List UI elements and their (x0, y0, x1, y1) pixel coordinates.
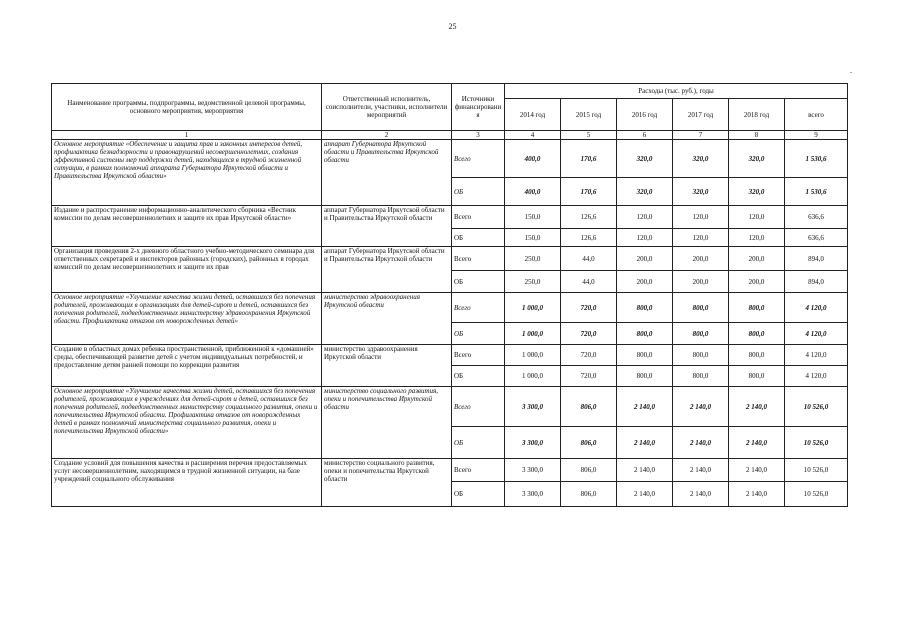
year-value: 800,0 (729, 366, 785, 387)
executor: аппарат Губернатора Иркутской области и Правительства Иркутской области (322, 140, 452, 206)
year-value: 320,0 (729, 140, 785, 178)
year-value: 400,0 (505, 178, 561, 206)
year-value: 200,0 (729, 247, 785, 271)
header-year-2015: 2015 год (561, 99, 617, 131)
year-value: 120,0 (617, 229, 673, 247)
year-value: 44,0 (561, 271, 617, 293)
col-number: 2 (322, 131, 452, 140)
year-value: 170,6 (561, 140, 617, 178)
header-total: всего (785, 99, 848, 131)
year-value: 2 140,0 (729, 459, 785, 482)
year-value: 800,0 (617, 293, 673, 323)
executor: министерство здравоохранения Иркутской области (322, 345, 452, 387)
year-value: 1 000,0 (505, 345, 561, 366)
total-value: 10 526,0 (785, 427, 848, 459)
year-value: 800,0 (729, 345, 785, 366)
year-value: 806,0 (561, 387, 617, 427)
total-value: 636,6 (785, 229, 848, 247)
year-value: 200,0 (673, 247, 729, 271)
table-row (52, 345, 848, 366)
expenses-table (51, 83, 848, 507)
funding-source: ОБ (452, 271, 505, 293)
funding-source: Всего (452, 387, 505, 427)
header-year-2018: 2018 год (729, 99, 785, 131)
year-value: 250,0 (505, 247, 561, 271)
year-value: 806,0 (561, 459, 617, 482)
total-value: 10 526,0 (785, 387, 848, 427)
year-value: 320,0 (673, 178, 729, 206)
year-value: 170,6 (561, 178, 617, 206)
year-value: 3 300,0 (505, 427, 561, 459)
year-value: 800,0 (729, 323, 785, 345)
table-row (52, 293, 848, 323)
year-value: 1 000,0 (505, 293, 561, 323)
year-value: 126,6 (561, 206, 617, 229)
executor: аппарат Губернатора Иркутской области и Правительства Иркутской области (322, 206, 452, 247)
year-value: 800,0 (673, 293, 729, 323)
year-value: 250,0 (505, 271, 561, 293)
year-value: 720,0 (561, 293, 617, 323)
year-value: 320,0 (729, 178, 785, 206)
col-number: 7 (673, 131, 729, 140)
funding-source: ОБ (452, 323, 505, 345)
year-value: 3 300,0 (505, 482, 561, 507)
executor: министерство здравоохранения Иркутской области (322, 293, 452, 345)
year-value: 2 140,0 (617, 387, 673, 427)
year-value: 2 140,0 (617, 482, 673, 507)
year-value: 806,0 (561, 482, 617, 507)
funding-source: Всего (452, 206, 505, 229)
activity-name: Создание условий для повышения качества и расширения перечня предоставляемых услуг несовершеннолетним, находящимся в трудной жизненной ситуации, на базе учреждений социального обслуживания (52, 459, 322, 507)
funding-source: Всего (452, 293, 505, 323)
total-value: 4 120,0 (785, 345, 848, 366)
year-value: 800,0 (673, 323, 729, 345)
year-value: 320,0 (617, 140, 673, 178)
funding-source: ОБ (452, 427, 505, 459)
activity-name: Создание в областных домах ребенка пространственной, приближенной к «домашней» среды, обеспечивающей развитие детей с учетом индивидуальных потребностей, и предоставление детям ранней помощи по коррекции развития (52, 345, 322, 387)
year-value: 120,0 (729, 206, 785, 229)
main-activity-name: Основное мероприятие «Улучшение качества жизни детей, оставшихся без попечения родителей, проживающих в учреждениях для детей-сирот и детей, оставшихся без попечения родителей, подведомственных министерству социального развития, опеки и попечительства Иркутской области. Профилактика отказов от новорожденных детей в рамках полномочий министерства социального развития, опеки и попечительства Иркутской области» (52, 387, 322, 459)
year-value: 120,0 (729, 229, 785, 247)
table-row (52, 206, 848, 229)
executor: министерство социального развития, опеки и попечительства Иркутской области (322, 387, 452, 459)
main-activity-name: Основное мероприятие «Обеспечение и защита прав и законных интересов детей, профилактика безнадзорности и правонарушений несовершеннолетних, создания эффективной системы мер поддержки детей, находящихся в трудной жизненной ситуации, в рамках полномочий аппарата Губернатора Иркутской области и Правительства Иркутской области» (52, 140, 322, 206)
year-value: 200,0 (617, 271, 673, 293)
year-value: 2 140,0 (729, 482, 785, 507)
year-value: 800,0 (617, 366, 673, 387)
year-value: 800,0 (673, 366, 729, 387)
year-value: 126,6 (561, 229, 617, 247)
year-value: 2 140,0 (673, 387, 729, 427)
total-value: 1 530,6 (785, 178, 848, 206)
total-value: 894,0 (785, 247, 848, 271)
year-value: 2 140,0 (617, 459, 673, 482)
table-row (52, 459, 848, 482)
year-value: 200,0 (729, 271, 785, 293)
year-value: 720,0 (561, 345, 617, 366)
year-value: 200,0 (673, 271, 729, 293)
total-value: 4 120,0 (785, 366, 848, 387)
year-value: 720,0 (561, 323, 617, 345)
total-value: 636,6 (785, 206, 848, 229)
col-number: 8 (729, 131, 785, 140)
total-value: 4 120,0 (785, 293, 848, 323)
total-value: 1 530,6 (785, 140, 848, 178)
year-value: 150,0 (505, 229, 561, 247)
header-year-2016: 2016 год (617, 99, 673, 131)
header-name: Наименование программы, подпрограммы, ведомственной целевой программы, основного мероприятия, мероприятия (52, 84, 322, 131)
year-value: 2 140,0 (673, 482, 729, 507)
year-value: 2 140,0 (673, 427, 729, 459)
col-number: 5 (561, 131, 617, 140)
year-value: 800,0 (729, 293, 785, 323)
total-value: 10 526,0 (785, 459, 848, 482)
year-value: 2 140,0 (617, 427, 673, 459)
executor: аппарат Губернатора Иркутской области и Правительства Иркутской области (322, 247, 452, 293)
year-value: 200,0 (617, 247, 673, 271)
activity-name: Организация проведения 2-х дневного областного учебно-методического семинара для ответственных секретарей и инспекторов районных (городских), районных в городах комиссий по делам несовершеннолетних и защите их прав (52, 247, 322, 293)
year-value: 800,0 (617, 323, 673, 345)
main-activity-name: Основное мероприятие «Улучшение качества жизни детей, оставшихся без попечения родителей, проживающих в организациях для детей-сирот и детей, оставшихся без попечения родителей, подведомственных министерству здравоохранения Иркутской области. Профилактика отказов от новорожденных детей» (52, 293, 322, 345)
funding-source: ОБ (452, 366, 505, 387)
funding-source: ОБ (452, 482, 505, 507)
year-value: 806,0 (561, 427, 617, 459)
year-value: 120,0 (617, 206, 673, 229)
funding-source: Всего (452, 459, 505, 482)
table-row (52, 140, 848, 178)
year-value: 2 140,0 (729, 427, 785, 459)
year-value: 44,0 (561, 247, 617, 271)
col-number: 4 (505, 131, 561, 140)
header-source: Источники финансировани я (452, 84, 505, 131)
col-number: 3 (452, 131, 505, 140)
year-value: 150,0 (505, 206, 561, 229)
year-value: 800,0 (617, 345, 673, 366)
corner-mark: . (850, 66, 852, 75)
col-number: 6 (617, 131, 673, 140)
year-value: 1 000,0 (505, 366, 561, 387)
header-year-2017: 2017 год (673, 99, 729, 131)
funding-source: ОБ (452, 178, 505, 206)
col-number: 1 (52, 131, 322, 140)
table-row (52, 247, 848, 271)
year-value: 120,0 (673, 229, 729, 247)
year-value: 3 300,0 (505, 387, 561, 427)
year-value: 120,0 (673, 206, 729, 229)
executor: министерство социального развития, опеки и попечительства Иркутской области (322, 459, 452, 507)
funding-source: Всего (452, 140, 505, 178)
year-value: 1 000,0 (505, 323, 561, 345)
total-value: 894,0 (785, 271, 848, 293)
header-executor: Ответственный исполнитель, соисполнители, участники, исполнители мероприятий (322, 84, 452, 131)
year-value: 800,0 (673, 345, 729, 366)
header-expenses: Расходы (тыс. руб.), годы (505, 84, 848, 99)
header-year-2014: 2014 год (505, 99, 561, 131)
page-number: 25 (448, 22, 457, 31)
total-value: 10 526,0 (785, 482, 848, 507)
col-number: 9 (785, 131, 848, 140)
table-row (52, 387, 848, 427)
funding-source: Всего (452, 247, 505, 271)
table-body (52, 140, 848, 507)
year-value: 320,0 (673, 140, 729, 178)
activity-name: Издание и распространение информационно-аналитического сборника «Вестник комиссии по делам несовершеннолетних и защите их прав Иркутской области» (52, 206, 322, 247)
total-value: 4 120,0 (785, 323, 848, 345)
funding-source: Всего (452, 345, 505, 366)
year-value: 2 140,0 (673, 459, 729, 482)
year-value: 720,0 (561, 366, 617, 387)
year-value: 3 300,0 (505, 459, 561, 482)
funding-source: ОБ (452, 229, 505, 247)
year-value: 320,0 (617, 178, 673, 206)
year-value: 2 140,0 (729, 387, 785, 427)
year-value: 400,0 (505, 140, 561, 178)
